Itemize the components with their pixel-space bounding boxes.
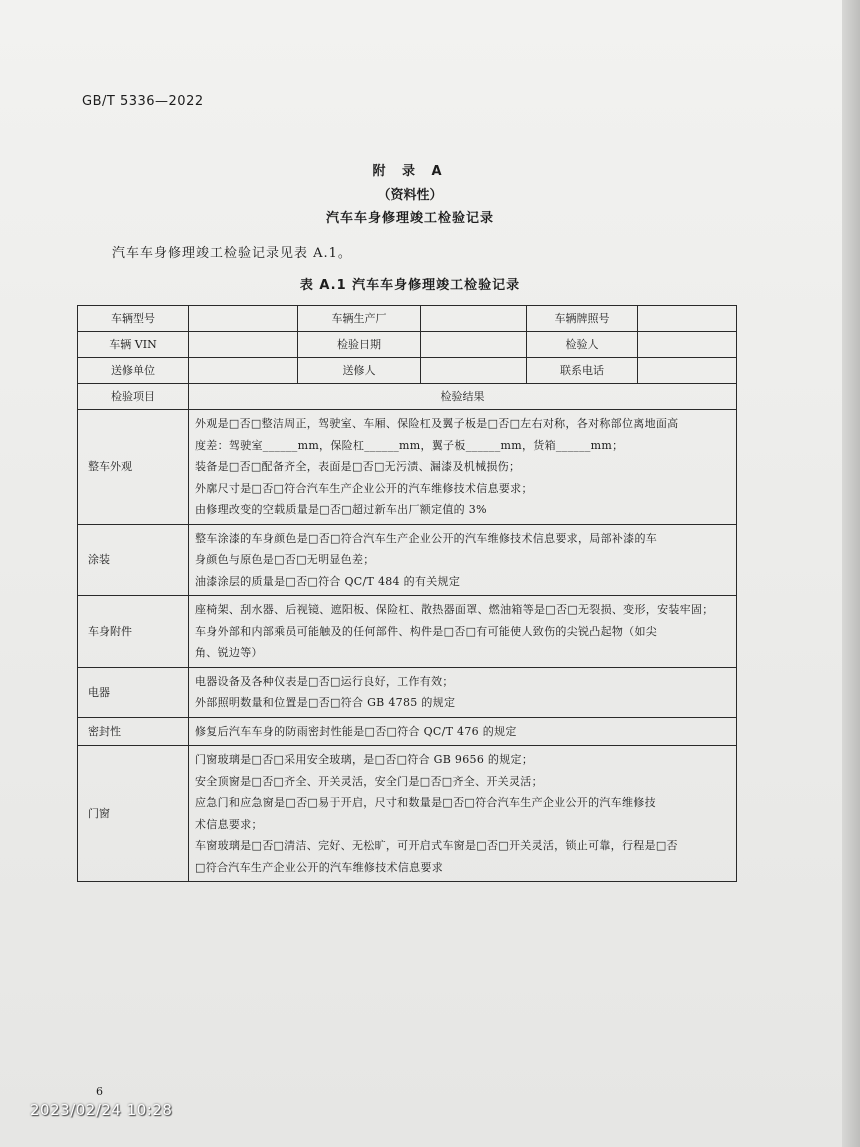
standard-code: GB/T 5336—2022 (82, 94, 204, 109)
result-line: 座椅架、刮水器、后视镜、遮阳板、保险杠、散热器面罩、燃油箱等是□否□无裂损、变形，安装牢固； (195, 603, 714, 616)
value-cell (421, 358, 527, 384)
result-line: 外部照明数量和位置是□否□符合 GB 4785 的规定 (195, 696, 456, 709)
result-cell (189, 524, 737, 596)
table-row (78, 596, 737, 668)
result-line: 修复后汽车车身的防雨密封性能是□否□符合 QC/T 476 的规定 (195, 724, 517, 738)
result-cell (189, 717, 737, 746)
table-row (78, 524, 737, 596)
label-cell: 联系电话 (527, 358, 638, 384)
result-line: □符合汽车生产企业公开的汽车维修技术信息要求 (195, 860, 443, 874)
value-cell (189, 358, 298, 384)
table-title: 表 A.1 汽车车身修理竣工检验记录 (299, 278, 521, 293)
result-line: 油漆涂层的质量是□否□符合 QC/T 484 的有关规定 (195, 574, 461, 588)
intro-paragraph: 汽车车身修理竣工检验记录见表 A.1。 (112, 246, 352, 261)
result-line: 外观是□否□整洁周正，驾驶室、车厢、保险杠及翼子板是□否□左右对称，各对称部位离地面高 (195, 417, 679, 430)
result-line: 由修理改变的空载质量是□否□超过新车出厂额定值的 3% (195, 503, 487, 516)
result-line: 身颜色与原色是□否□无明显色差； (195, 553, 375, 566)
label-cell: 车辆 VIN (78, 332, 189, 358)
page-number: 6 (96, 1085, 103, 1098)
label-cell: 车辆生产厂 (298, 306, 421, 332)
value-cell (421, 306, 527, 332)
label-cell: 送修人 (298, 358, 421, 384)
result-line: 安全顶窗是□否□齐全、开关灵活，安全门是□否□齐全、开关灵活； (195, 774, 543, 788)
table-row (78, 717, 737, 746)
value-cell (638, 306, 737, 332)
result-cell (189, 596, 737, 668)
label-cell: 车辆型号 (78, 306, 189, 332)
category-cell: 门窗 (78, 746, 189, 882)
result-line: 装备是□否□配备齐全，表面是□否□无污渍、漏漆及机械损伤； (195, 460, 521, 473)
inspection-record-table (77, 305, 737, 882)
result-cell (189, 410, 737, 525)
result-line: 术信息要求； (195, 817, 263, 831)
table-header-row (78, 384, 737, 410)
label-cell: 检验日期 (298, 332, 421, 358)
result-cell (189, 667, 737, 717)
value-cell (638, 332, 737, 358)
result-line: 角、锐边等） (195, 646, 263, 659)
table-row (78, 746, 737, 882)
result-line: 整车涂漆的车身颜色是□否□符合汽车生产企业公开的汽车维修技术信息要求，局部补漆的车 (195, 531, 658, 545)
annex-name: 汽车车身修理竣工检验记录 (325, 211, 494, 226)
table-row (78, 306, 737, 332)
result-line: 门窗玻璃是□否□采用安全玻璃，是□否□符合 GB 9656 的规定； (195, 753, 534, 766)
annex-nature: （资料性） (377, 188, 443, 203)
label-cell: 检验人 (527, 332, 638, 358)
photo-timestamp: 2023/02/24 10:28 (30, 1101, 173, 1119)
result-line: 度差：驾驶室______mm，保险杠______mm，翼子板______mm，货箱______mm； (195, 438, 624, 452)
value-cell (189, 332, 298, 358)
page-edge (842, 0, 860, 1147)
value-cell (189, 306, 298, 332)
result-line: 车身外部和内部乘员可能触及的任何部件、构件是□否□有可能使人致伤的尖锐凸起物（如尖 (195, 624, 658, 638)
category-cell: 电器 (78, 667, 189, 717)
category-cell: 整车外观 (78, 410, 189, 525)
result-cell (189, 746, 737, 882)
result-line: 电器设备及各种仪表是□否□运行良好，工作有效； (195, 674, 454, 688)
result-line: 车窗玻璃是□否□清洁、完好、无松旷，可开启式车窗是□否□开关灵活，锁止可靠，行程是□否 (195, 839, 678, 852)
label-cell: 车辆牌照号 (527, 306, 638, 332)
table-row (78, 332, 737, 358)
label-cell: 送修单位 (78, 358, 189, 384)
table-row (78, 410, 737, 525)
result-line: 外廓尺寸是□否□符合汽车生产企业公开的汽车维修技术信息要求； (195, 481, 533, 495)
result-line: 应急门和应急窗是□否□易于开启，尺寸和数量是□否□符合汽车生产企业公开的汽车维修技 (195, 796, 656, 809)
value-cell (638, 358, 737, 384)
value-cell (421, 332, 527, 358)
category-cell: 涂装 (78, 524, 189, 596)
header-result-cell: 检验结果 (189, 384, 737, 410)
header-item-cell: 检验项目 (78, 384, 189, 410)
table-row (78, 667, 737, 717)
table-row (78, 358, 737, 384)
annex-title: 附 录 A (372, 164, 448, 179)
category-cell: 密封性 (78, 717, 189, 746)
category-cell: 车身附件 (78, 596, 189, 668)
